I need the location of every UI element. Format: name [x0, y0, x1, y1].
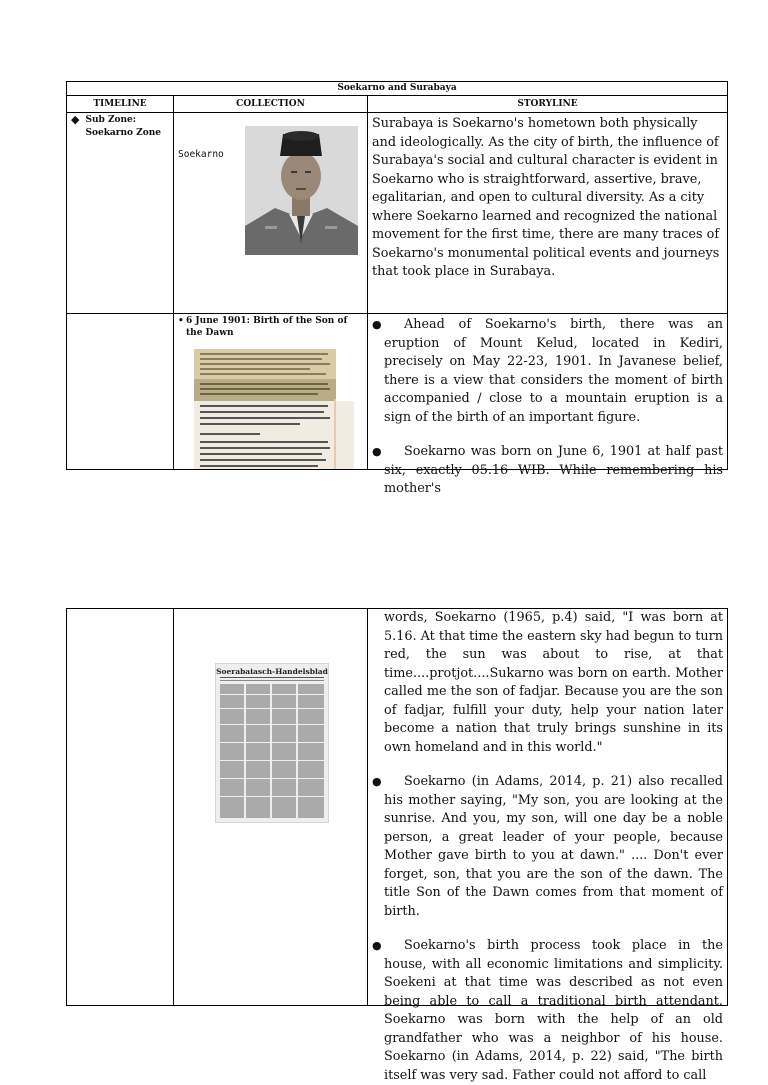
list-item	[372, 316, 723, 427]
header-collection: COLLECTION	[173, 96, 367, 112]
bullet-icon: ●	[372, 318, 382, 331]
bullet-text: Soekarno (in Adams, 2014, p. 21) also recalled his mother saying, "My son, you are looking at the sunrise. And you, my son, will one day be a noble person, a great leader of your people, because Mother gave birth to you at dawn." .... Don't ever forget, son, that you are the son of the dawn. The title Son of the Dawn comes from that moment of birth.	[384, 774, 723, 919]
table-continuation	[66, 608, 728, 1083]
collection-title	[174, 314, 367, 339]
document-scan	[194, 349, 336, 469]
storyline-cell	[367, 609, 727, 1083]
table-row	[67, 314, 727, 496]
newspaper-scan	[216, 664, 328, 822]
eruption-document-image	[194, 349, 336, 469]
header-row	[67, 96, 727, 113]
storyline-bullets	[368, 314, 727, 499]
storyline-continuation	[368, 609, 727, 1085]
bullet-icon: ●	[372, 939, 382, 952]
table-title-text: Soekarno and Surabaya	[337, 83, 457, 93]
timeline-cell-empty	[67, 609, 173, 1005]
table-soekarno-surabaya	[66, 81, 728, 496]
timeline-cell-empty	[67, 314, 173, 469]
storyline-cell	[367, 314, 727, 496]
table-title	[67, 82, 727, 96]
newspaper-masthead: Soerabaiasch-Handelsblad	[216, 667, 328, 676]
list-item	[372, 443, 723, 499]
bullet-text: Soekarno's birth process took place in the house, with all economic limitations and simplicity. Soekeni at that time was described as not even being able to call a traditional birth attendant. Soekarno was born with the help of an old grandfather who was a neighbor of his house. Soekarno (in Adams, 2014, p. 22) said, "The birth itself was very sad. Father could not afford to call	[384, 938, 723, 1083]
list-item	[372, 773, 723, 921]
bullet-icon: ●	[372, 445, 382, 458]
timeline-cell	[67, 113, 173, 313]
collection-label: Soekarno	[178, 149, 224, 160]
table-row	[67, 113, 727, 314]
storyline-text: Surabaya is Soekarno's hometown both physically and ideologically. As the city of birth, the influence of Surabaya's social and cultural character is evident in Soekarno who is straightforward, assertive, brave, egalitarian, and open to cultural diversity. As a city where Soekarno learned and recognized the national movement for the first time, there are many traces of Soekarno's monumental political events and journeys that took place in Surabaya.	[372, 116, 720, 279]
header-storyline: STORYLINE	[367, 96, 727, 112]
soekarno-photo	[245, 126, 358, 255]
storyline-cell	[367, 113, 727, 313]
sub-zone	[67, 113, 173, 141]
collection-cell	[173, 609, 367, 1005]
header-timeline: TIMELINE	[93, 99, 147, 109]
bullet-text: Ahead of Soekarno's birth, there was an eruption of Mount Kelud, located in Kediri, precisely on May 22-23, 1901. In Javanese belief, there is a view that considers the moment of birth accompanied / close to a mountain eruption is a sign of the birth of an important figure.	[384, 317, 723, 425]
continuation-paragraph: words, Soekarno (1965, p.4) said, "I was born at 5.16. At that time the eastern sky had begun to turn red, the sun was about to rise, at that time....protjot....Sukarno was born on earth. Mother called me the son of fadjar. Because you are the son of fadjar, fulfill your duty, help your nation later become a nation that truly brings sunshine in its own homeland and in this world."	[384, 610, 723, 755]
sub-zone-line2: Soekarno Zone	[85, 128, 162, 138]
collection-cell	[173, 113, 367, 313]
collection-title-text: 6 June 1901: Birth of the Son of the Dawn	[186, 316, 348, 338]
table-row	[67, 609, 727, 1083]
diamond-icon: ◆	[71, 113, 80, 126]
bullet-icon: •	[178, 316, 184, 326]
soekarno-portrait-image	[245, 126, 358, 255]
collection-cell	[173, 314, 367, 469]
bullet-text: Soekarno was born on June 6, 1901 at half past six, exactly 05.16 WIB. While remembering his mother's	[384, 444, 723, 496]
sub-zone-text	[85, 114, 161, 140]
list-item	[372, 937, 723, 1085]
bullet-icon: ●	[372, 775, 382, 788]
newspaper-image	[215, 663, 329, 823]
sub-zone-line1: Sub Zone:	[85, 115, 137, 125]
